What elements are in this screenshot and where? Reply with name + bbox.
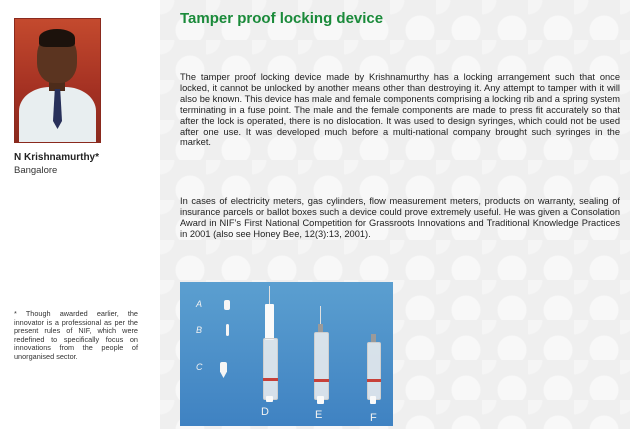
innovator-name: N Krishnamurthy* bbox=[14, 152, 100, 163]
paragraph: In cases of electricity meters, gas cylinders, flow measurement meters, products on warranty, sealing of insurance parcels or ballot boxes such a device could prove extremely useful. He was given a Consolation Award in NIF’s First National Competition for Grassroots Innovations and Traditional Knowledge Practices in 2001 (also see Honey Bee, 12(3):13, 2001). bbox=[180, 196, 620, 239]
sidebar bbox=[0, 0, 160, 429]
footnote: * Though awarded earlier, the innovator is a professional as per the present rules of NIF, which were redefined to specifically focus on innovations from the people of unorganised sector. bbox=[14, 309, 138, 361]
component-b bbox=[226, 324, 229, 336]
figure-label-f: F bbox=[370, 412, 377, 424]
paragraph: The tamper proof locking device made by Krishnamurthy has a locking arrangement such that once locked, it cannot be unlocked by another means other than destroying it. Any attempt to tamper with it will also be known. This device has male and female components comprising a locking rib and a spring system terminating in a fuse point. The male and the female components are made to press fit accurately so that after the lock is operated, there is no dislocation. It was used to design syringes, which could not be used after one use. It was developed much before a multi-national company brought such syringes in the market. bbox=[180, 72, 620, 148]
component-c bbox=[220, 362, 227, 378]
device-photo bbox=[180, 282, 393, 426]
innovator-location: Bangalore bbox=[14, 165, 58, 176]
page-title: Tamper proof locking device bbox=[180, 10, 384, 27]
component-a bbox=[224, 300, 230, 310]
figure-label-a: A bbox=[196, 299, 203, 309]
figure-label-e: E bbox=[315, 409, 323, 421]
main-content bbox=[160, 0, 630, 429]
figure-label-d: D bbox=[261, 406, 269, 418]
figure-label-b: B bbox=[196, 325, 203, 335]
figure-label-c: C bbox=[196, 362, 203, 372]
innovator-photo bbox=[14, 18, 101, 143]
